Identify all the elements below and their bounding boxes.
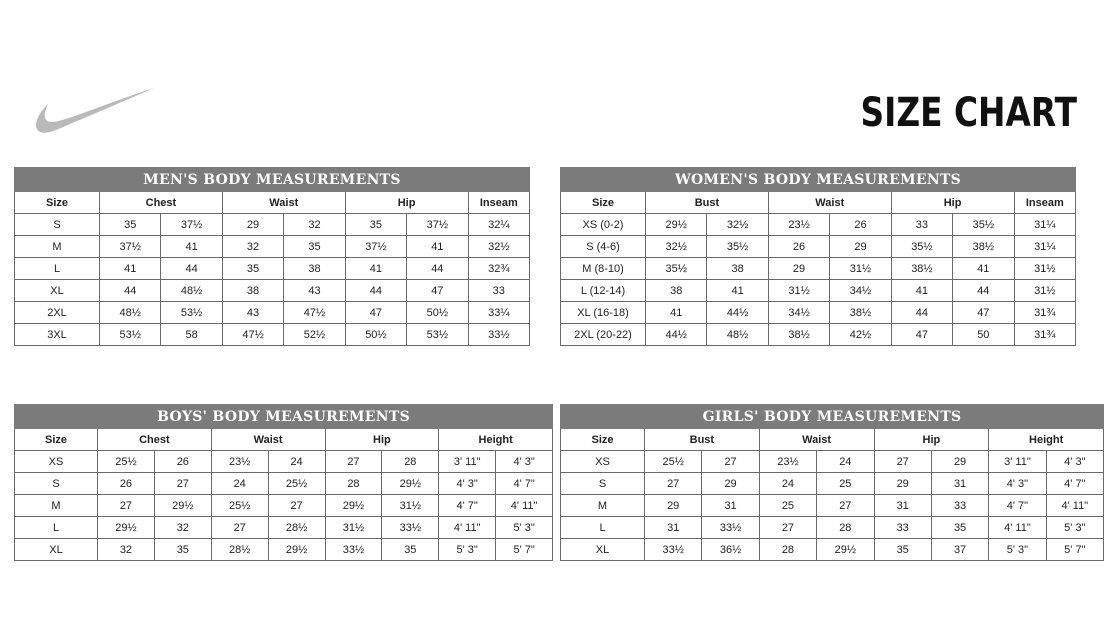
measurement-cell: 31¾ [1014, 302, 1076, 324]
measurement-cell: 33½ [325, 539, 382, 561]
size-cell: S [561, 473, 645, 495]
measurement-cell: 52½ [284, 324, 345, 346]
measurement-cell: 47 [407, 280, 468, 302]
measurement-cell: 48½ [161, 280, 222, 302]
measurement-cell: 4' 7" [1046, 473, 1103, 495]
measurement-cell: 35½ [953, 214, 1014, 236]
measurement-cell: 4' 11" [1046, 495, 1103, 517]
measurement-cell: 53½ [407, 324, 468, 346]
table-row [15, 517, 553, 539]
measurement-cell: 44 [953, 280, 1014, 302]
measurement-cell: 4' 11" [496, 495, 553, 517]
size-cell: XS (0-2) [561, 214, 646, 236]
measurement-cell: 36½ [702, 539, 759, 561]
measurement-cell: 50 [953, 324, 1014, 346]
measurement-cell: 29½ [325, 495, 382, 517]
measurement-cell: 28½ [211, 539, 268, 561]
measurement-cell: 23½ [759, 451, 816, 473]
mens-measurements-table [14, 167, 530, 346]
measurement-cell: 3' 11" [989, 451, 1046, 473]
measurement-cell: 41 [161, 236, 222, 258]
table-row [561, 517, 1104, 539]
size-cell: L [15, 517, 98, 539]
measurement-cell: 32½ [468, 236, 530, 258]
page-title: SIZE CHART [860, 90, 1077, 136]
size-cell: L [15, 258, 100, 280]
measurement-cell: 29 [645, 495, 702, 517]
measurement-cell: 38½ [768, 324, 829, 346]
measurement-cell: 31 [874, 495, 931, 517]
table-row [561, 302, 1076, 324]
measurement-cell: 37 [931, 539, 988, 561]
measurement-cell: 28½ [268, 517, 325, 539]
table-row [561, 473, 1104, 495]
measurement-cell: 43 [284, 280, 345, 302]
measurement-cell: 33½ [382, 517, 439, 539]
table-row [561, 214, 1076, 236]
measurement-cell: 35 [382, 539, 439, 561]
table-row [561, 324, 1076, 346]
measurement-cell: 28 [325, 473, 382, 495]
measurement-cell: 27 [154, 473, 211, 495]
table-row [561, 495, 1104, 517]
measurement-cell: 5' 3" [989, 539, 1046, 561]
size-cell: XS [15, 451, 98, 473]
measurement-cell: 44½ [707, 302, 768, 324]
measurement-cell: 4' 7" [989, 495, 1046, 517]
measurement-cell: 38 [646, 280, 707, 302]
measurement-cell: 32 [154, 517, 211, 539]
column-header: Hip [891, 192, 1014, 214]
table-row [15, 214, 530, 236]
measurement-cell: 41 [407, 236, 468, 258]
column-header: Chest [98, 429, 212, 451]
measurement-cell: 44 [891, 302, 952, 324]
measurement-cell: 26 [768, 236, 829, 258]
table-row [15, 324, 530, 346]
measurement-cell: 24 [268, 451, 325, 473]
measurement-cell: 29½ [646, 214, 707, 236]
measurement-cell: 29 [222, 214, 283, 236]
measurement-cell: 29 [931, 451, 988, 473]
measurement-cell: 38½ [891, 258, 952, 280]
measurement-cell: 41 [891, 280, 952, 302]
measurement-cell: 35 [284, 236, 345, 258]
measurement-cell: 25½ [98, 451, 155, 473]
measurement-cell: 5' 3" [1046, 517, 1103, 539]
measurement-cell: 27 [817, 495, 874, 517]
measurement-cell: 35 [345, 214, 406, 236]
measurement-cell: 41 [953, 258, 1014, 280]
measurement-cell: 4' 7" [439, 495, 496, 517]
size-cell: M [15, 236, 100, 258]
measurement-cell: 35½ [707, 236, 768, 258]
measurement-cell: 32 [222, 236, 283, 258]
measurement-cell: 24 [817, 451, 874, 473]
measurement-cell: 31½ [325, 517, 382, 539]
measurement-cell: 44 [407, 258, 468, 280]
measurement-cell: 33¼ [468, 302, 530, 324]
table-row [561, 236, 1076, 258]
measurement-cell: 48½ [707, 324, 768, 346]
table-row [15, 539, 553, 561]
column-header: Waist [759, 429, 874, 451]
measurement-cell: 38½ [830, 302, 891, 324]
measurement-cell: 5' 3" [496, 517, 553, 539]
measurement-cell: 41 [345, 258, 406, 280]
measurement-cell: 31 [645, 517, 702, 539]
measurement-cell: 26 [154, 451, 211, 473]
measurement-cell: 43 [222, 302, 283, 324]
table-title: MEN'S BODY MEASUREMENTS [15, 168, 530, 192]
measurement-cell: 47½ [284, 302, 345, 324]
measurement-cell: 41 [646, 302, 707, 324]
measurement-cell: 4' 3" [496, 451, 553, 473]
column-header: Hip [325, 429, 439, 451]
table-row [15, 495, 553, 517]
measurement-cell: 38 [284, 258, 345, 280]
measurement-cell: 25½ [645, 451, 702, 473]
column-header: Chest [100, 192, 223, 214]
measurement-cell: 35½ [646, 258, 707, 280]
measurement-cell: 31½ [1014, 258, 1076, 280]
measurement-cell: 32¼ [468, 214, 530, 236]
measurement-cell: 31¼ [1014, 236, 1076, 258]
measurement-cell: 32 [284, 214, 345, 236]
column-header: Size [15, 192, 100, 214]
size-cell: XL [561, 539, 645, 561]
measurement-cell: 33½ [645, 539, 702, 561]
measurement-cell: 27 [325, 451, 382, 473]
measurement-cell: 41 [100, 258, 161, 280]
measurement-cell: 37½ [407, 214, 468, 236]
measurement-cell: 27 [702, 451, 759, 473]
measurement-cell: 5' 7" [1046, 539, 1103, 561]
column-header: Height [439, 429, 553, 451]
measurement-cell: 24 [759, 473, 816, 495]
girls-measurements-table [560, 404, 1104, 561]
measurement-cell: 4' 11" [989, 517, 1046, 539]
size-cell: XS [561, 451, 645, 473]
table-row [15, 280, 530, 302]
table-row [561, 258, 1076, 280]
size-cell: XL [15, 539, 98, 561]
measurement-cell: 38½ [953, 236, 1014, 258]
size-cell: M [15, 495, 98, 517]
table-title: WOMEN'S BODY MEASUREMENTS [561, 168, 1076, 192]
measurement-cell: 38 [222, 280, 283, 302]
table-row [561, 539, 1104, 561]
measurement-cell: 33½ [702, 517, 759, 539]
measurement-cell: 50½ [345, 324, 406, 346]
measurement-cell: 35 [874, 539, 931, 561]
measurement-cell: 23½ [211, 451, 268, 473]
size-cell: S (4-6) [561, 236, 646, 258]
measurement-cell: 31 [702, 495, 759, 517]
measurement-cell: 25½ [211, 495, 268, 517]
column-header: Hip [345, 192, 468, 214]
column-header: Inseam [468, 192, 530, 214]
column-header: Size [561, 429, 645, 451]
column-header: Bust [645, 429, 760, 451]
size-cell: 2XL [15, 302, 100, 324]
measurement-cell: 47 [891, 324, 952, 346]
measurement-cell: 35 [222, 258, 283, 280]
table-row [15, 302, 530, 324]
measurement-cell: 29½ [382, 473, 439, 495]
measurement-cell: 24 [211, 473, 268, 495]
womens-measurements-table [560, 167, 1076, 346]
measurement-cell: 29 [874, 473, 931, 495]
measurement-cell: 23½ [768, 214, 829, 236]
measurement-cell: 4' 11" [439, 517, 496, 539]
size-cell: M [561, 495, 645, 517]
table-row [15, 451, 553, 473]
table-row [15, 236, 530, 258]
measurement-cell: 41 [707, 280, 768, 302]
measurement-cell: 35½ [891, 236, 952, 258]
measurement-cell: 26 [830, 214, 891, 236]
measurement-cell: 29½ [268, 539, 325, 561]
measurement-cell: 27 [268, 495, 325, 517]
measurement-cell: 33 [891, 214, 952, 236]
measurement-cell: 50½ [407, 302, 468, 324]
table-row [561, 451, 1104, 473]
size-cell: L (12-14) [561, 280, 646, 302]
measurement-cell: 29 [702, 473, 759, 495]
table-row [561, 280, 1076, 302]
size-cell: XL [15, 280, 100, 302]
measurement-cell: 34½ [830, 280, 891, 302]
measurement-cell: 4' 7" [496, 473, 553, 495]
measurement-cell: 25 [817, 473, 874, 495]
column-header: Waist [211, 429, 325, 451]
column-header: Inseam [1014, 192, 1076, 214]
measurement-cell: 32½ [646, 236, 707, 258]
column-header: Size [15, 429, 98, 451]
measurement-cell: 47 [953, 302, 1014, 324]
measurement-cell: 27 [759, 517, 816, 539]
measurement-cell: 53½ [161, 302, 222, 324]
measurement-cell: 31½ [830, 258, 891, 280]
measurement-cell: 53½ [100, 324, 161, 346]
measurement-cell: 34½ [768, 302, 829, 324]
measurement-cell: 5' 7" [496, 539, 553, 561]
size-cell: XL (16-18) [561, 302, 646, 324]
measurement-cell: 29½ [98, 517, 155, 539]
size-cell: S [15, 473, 98, 495]
measurement-cell: 44 [100, 280, 161, 302]
measurement-cell: 37½ [345, 236, 406, 258]
column-header: Waist [222, 192, 345, 214]
measurement-cell: 47 [345, 302, 406, 324]
size-cell: 2XL (20-22) [561, 324, 646, 346]
size-cell: M (8-10) [561, 258, 646, 280]
measurement-cell: 25 [759, 495, 816, 517]
column-header: Bust [646, 192, 769, 214]
measurement-cell: 33 [468, 280, 530, 302]
measurement-cell: 48½ [100, 302, 161, 324]
measurement-cell: 28 [817, 517, 874, 539]
measurement-cell: 27 [874, 451, 931, 473]
measurement-cell: 35 [931, 517, 988, 539]
measurement-cell: 5' 3" [439, 539, 496, 561]
measurement-cell: 27 [98, 495, 155, 517]
measurement-cell: 31½ [768, 280, 829, 302]
boys-measurements-table [14, 404, 553, 561]
measurement-cell: 44½ [646, 324, 707, 346]
measurement-cell: 35 [100, 214, 161, 236]
measurement-cell: 29 [768, 258, 829, 280]
measurement-cell: 37½ [161, 214, 222, 236]
measurement-cell: 29½ [154, 495, 211, 517]
measurement-cell: 28 [759, 539, 816, 561]
size-cell: 3XL [15, 324, 100, 346]
column-header: Hip [874, 429, 989, 451]
table-title: BOYS' BODY MEASUREMENTS [15, 405, 553, 429]
measurement-cell: 31¼ [1014, 214, 1076, 236]
measurement-cell: 31½ [382, 495, 439, 517]
measurement-cell: 3' 11" [439, 451, 496, 473]
measurement-cell: 33 [931, 495, 988, 517]
measurement-cell: 33½ [468, 324, 530, 346]
measurement-cell: 35 [154, 539, 211, 561]
measurement-cell: 27 [211, 517, 268, 539]
measurement-cell: 4' 3" [989, 473, 1046, 495]
column-header: Height [989, 429, 1104, 451]
table-title: GIRLS' BODY MEASUREMENTS [561, 405, 1104, 429]
swoosh-logo-icon [34, 86, 156, 136]
measurement-cell: 38 [707, 258, 768, 280]
measurement-cell: 25½ [268, 473, 325, 495]
measurement-cell: 32½ [707, 214, 768, 236]
measurement-cell: 47½ [222, 324, 283, 346]
measurement-cell: 31½ [1014, 280, 1076, 302]
measurement-cell: 44 [345, 280, 406, 302]
size-cell: S [15, 214, 100, 236]
measurement-cell: 4' 3" [1046, 451, 1103, 473]
measurement-cell: 58 [161, 324, 222, 346]
table-row [15, 473, 553, 495]
measurement-cell: 42½ [830, 324, 891, 346]
measurement-cell: 27 [645, 473, 702, 495]
column-header: Size [561, 192, 646, 214]
measurement-cell: 37½ [100, 236, 161, 258]
measurement-cell: 29 [830, 236, 891, 258]
measurement-cell: 33 [874, 517, 931, 539]
measurement-cell: 31¾ [1014, 324, 1076, 346]
measurement-cell: 29½ [817, 539, 874, 561]
measurement-cell: 44 [161, 258, 222, 280]
measurement-cell: 28 [382, 451, 439, 473]
measurement-cell: 32¾ [468, 258, 530, 280]
measurement-cell: 26 [98, 473, 155, 495]
measurement-cell: 4' 3" [439, 473, 496, 495]
size-cell: L [561, 517, 645, 539]
table-row [15, 258, 530, 280]
column-header: Waist [768, 192, 891, 214]
measurement-cell: 32 [98, 539, 155, 561]
measurement-cell: 31 [931, 473, 988, 495]
